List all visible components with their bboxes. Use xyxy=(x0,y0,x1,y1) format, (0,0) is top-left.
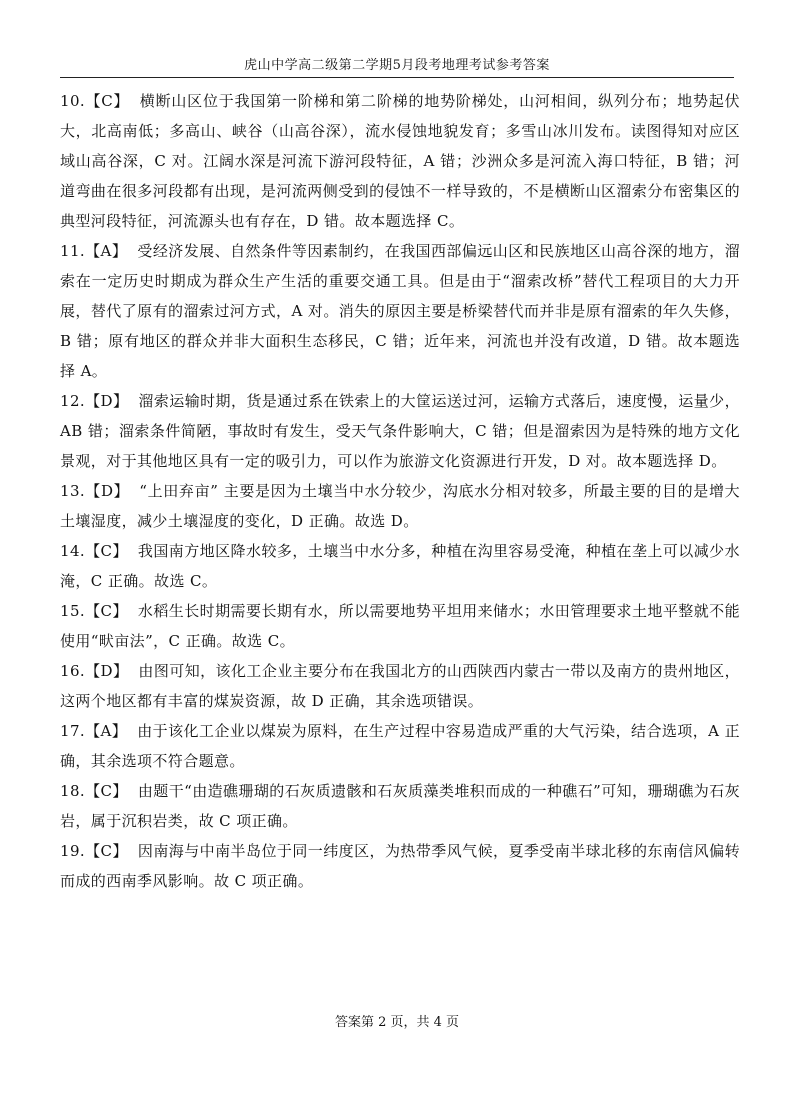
answer-explanation: 我国南方地区降水较多，土壤当中水分多，种植在沟里容易受淹，种植在垄上可以减少水淹，C 正确。故选 C。 xyxy=(60,542,740,590)
answer-number: 11.【A】 xyxy=(60,242,128,260)
answer-explanation: 因南海与中南半岛位于同一纬度区，为热带季风气候，夏季受南半球北移的东南信风偏转而成的西南季风影响。故 C 项正确。 xyxy=(60,842,740,890)
answer-number: 16.【D】 xyxy=(60,662,129,680)
answer-explanation: 由于该化工企业以煤炭为原料，在生产过程中容易造成严重的大气污染，结合选项，A 正确，其余选项不符合题意。 xyxy=(60,722,740,770)
answer-item xyxy=(60,716,740,776)
page-header-title: 虎山中学高二级第二学期5月段考地理考试参考答案 xyxy=(244,58,550,73)
page-footer: 答案第 2 页，共 4 页 xyxy=(334,1015,460,1030)
answer-item xyxy=(60,536,740,596)
answer-explanation: “上田弃亩” 主要是因为土壤当中水分较少，沟底水分相对较多，所最主要的目的是增大土壤湿度，减少土壤湿度的变化，D 正确。故选 D。 xyxy=(60,482,740,530)
answer-number: 15.【C】 xyxy=(60,602,128,620)
answer-number: 19.【C】 xyxy=(60,842,128,860)
answer-explanation: 由图可知，该化工企业主要分布在我国北方的山西陕西内蒙古一带以及南方的贵州地区，这两个地区都有丰富的煤炭资源，故 D 正确，其余选项错误。 xyxy=(60,662,740,710)
answer-item xyxy=(60,776,740,836)
answer-explanation: 横断山区位于我国第一阶梯和第二阶梯的地势阶梯处，山河相间，纵列分布；地势起伏大，北高南低；多高山、峡谷（山高谷深），流水侵蚀地貌发育；多雪山冰川发布。读图得知对应区域山高谷深，C 对。江阔水深是河流下游河段特征，A 错；沙洲众多是河流入海口特征，B 错；河道弯曲在很多河段都有出现，是河流两侧受到的侵蚀不一样导致的，不是横断山区溜索分布密集区的典型河段特征，河流源头也有存在，D 错。故本题选择 C。 xyxy=(60,92,740,230)
answer-list xyxy=(60,86,740,896)
answer-explanation: 受经济发展、自然条件等因素制约，在我国西部偏远山区和民族地区山高谷深的地方，溜索在一定历史时期成为群众生产生活的重要交通工具。但是由于“溜索改桥”替代工程项目的大力开展，替代了原有的溜索过河方式，A 对。消失的原因主要是桥梁替代而并非是原有溜索的年久失修，B 错；原有地区的群众并非大面积生态移民，C 错；近年来，河流也并没有改道，D 错。故本题选择 A。 xyxy=(60,242,740,380)
answer-number: 12.【D】 xyxy=(60,392,129,410)
answer-item xyxy=(60,836,740,896)
answer-explanation: 水稻生长时期需要长期有水，所以需要地势平坦用来储水；水田管理要求土地平整就不能使用“畎亩法”，C 正确。故选 C。 xyxy=(60,602,740,650)
answer-number: 10.【C】 xyxy=(60,92,130,110)
answer-item xyxy=(60,86,740,236)
header-rule xyxy=(60,77,734,78)
answer-item xyxy=(60,476,740,536)
answer-number: 14.【C】 xyxy=(60,542,128,560)
answer-item xyxy=(60,656,740,716)
answer-number: 17.【A】 xyxy=(60,722,128,740)
answer-explanation: 由题干“由造礁珊瑚的石灰质遗骸和石灰质藻类堆积而成的一种礁石”可知，珊瑚礁为石灰岩，属于沉积岩类，故 C 项正确。 xyxy=(60,782,741,830)
answer-number: 13.【D】 xyxy=(60,482,130,500)
answer-explanation: 溜索运输时期，货是通过系在铁索上的大筐运送过河，运输方式落后，速度慢，运量少，AB 错；溜索条件简陋，事故时有发生，受天气条件影响大，C 错；但是溜索因为是特殊的地方文化景观，对于其他地区具有一定的吸引力，可以作为旅游文化资源进行开发，D 对。故本题选择 D。 xyxy=(60,392,740,470)
answer-item xyxy=(60,386,740,476)
answer-item xyxy=(60,596,740,656)
answer-item xyxy=(60,236,740,386)
answer-number: 18.【C】 xyxy=(60,782,128,800)
